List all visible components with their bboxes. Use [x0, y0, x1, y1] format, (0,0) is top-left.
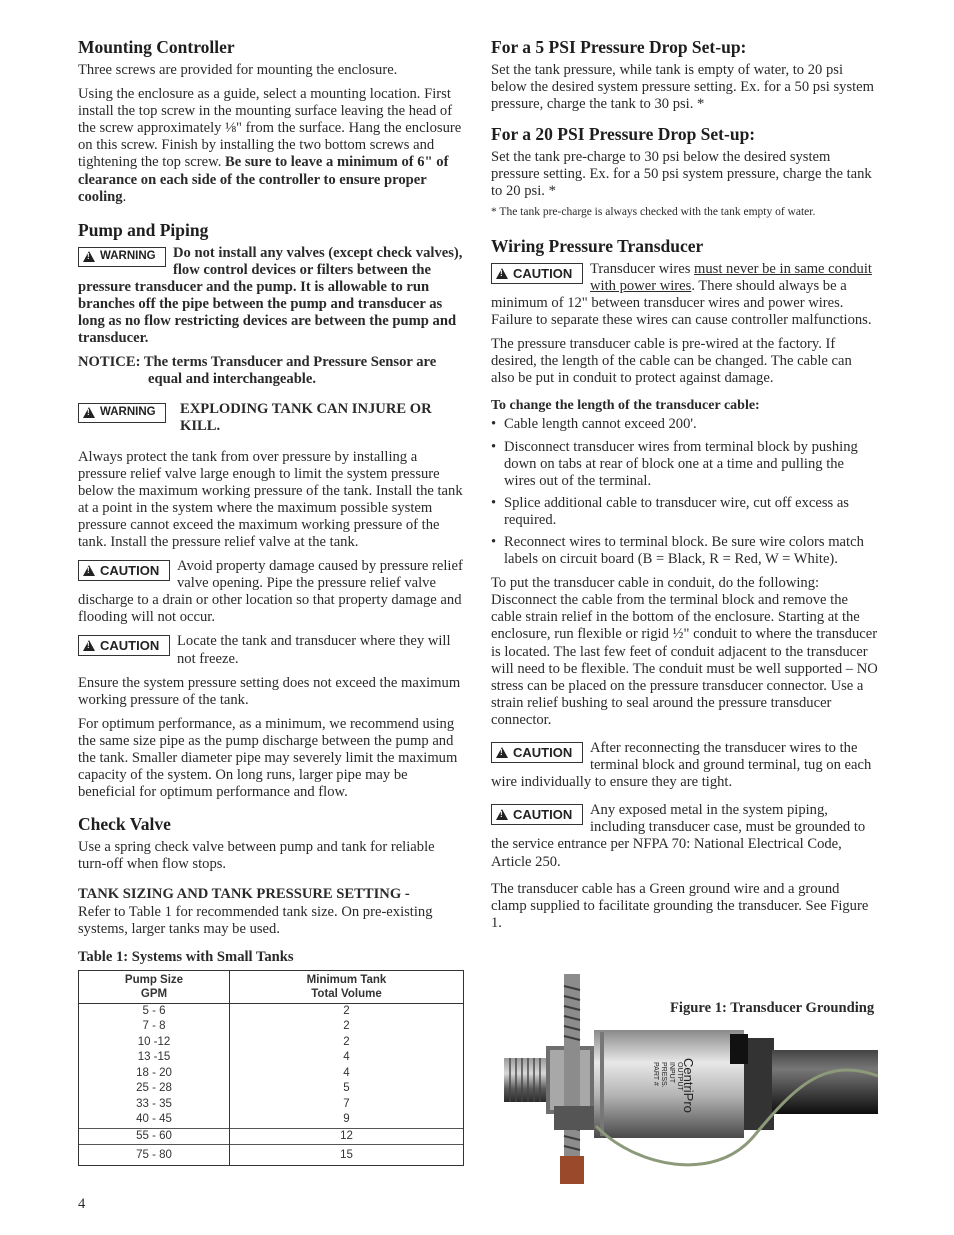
- table-row: 25 - 28 5: [79, 1081, 464, 1097]
- list-item: • Reconnect wires to terminal block. Be sure wire colors match labels on circuit board (B = Black, R = Red, W = White).: [491, 534, 878, 568]
- pump-warning: ! WARNING Do not install any valves (except check valves), flow control devices or filters between the pressure transducer and the pump. It is allowable to run branches off the pipe between the pump and transducer as long as no flow restricting devices are between the pump and transducer.: [78, 245, 464, 348]
- transducer-figure: [504, 966, 878, 1198]
- caution-freeze: ! CAUTION Locate the tank and transducer where they will not freeze.: [78, 633, 464, 667]
- caution-badge-2: ! CAUTION: [78, 635, 170, 656]
- tank-sizing-heading: TANK SIZING AND TANK PRESSURE SETTING -: [78, 886, 410, 903]
- table-row: 7 - 8 2: [79, 1019, 464, 1035]
- ground-paragraph: The transducer cable has a Green ground wire and a ground clamp supplied to facilitate grounding the transducer. See Figure 1.: [491, 880, 869, 931]
- table-caption: Table 1: Systems with Small Tanks: [78, 948, 294, 965]
- caution-triangle-icon: [496, 747, 508, 758]
- check-valve-paragraph: Use a spring check valve between pump and tank for reliable turn-off when flow stops.: [78, 839, 435, 873]
- list-item: • Disconnect transducer wires from terminal block by pushing down on tabs at rear of block one at a time and pulling the wires out of the terminal.: [491, 439, 878, 490]
- pump-piping-heading: Pump and Piping: [78, 219, 209, 240]
- prewired-paragraph: The pressure transducer cable is pre-wired at the factory. If desired, the length of the cable can be changed. The cable can also be put in conduit to protect against damage.: [491, 336, 852, 387]
- check-valve-heading: Check Valve: [78, 814, 171, 835]
- warning-badge: ! WARNING: [78, 247, 166, 267]
- svg-text:OUTPUT: OUTPUT: [676, 1062, 683, 1091]
- table-row: 13 -15 4: [79, 1050, 464, 1066]
- brand-label: CentriPro: [681, 1058, 696, 1113]
- notice: NOTICE: The terms Transducer and Pressure Sensor are equal and interchangeable.: [78, 354, 437, 388]
- caution-badge-4: ! CAUTION: [491, 742, 583, 763]
- table-row: 55 - 60 12: [79, 1128, 464, 1145]
- right-column: [491, 36, 878, 939]
- exploding-tank-warning: ! WARNING EXPLODING TANK CAN INJURE OR KILL.: [78, 401, 464, 437]
- table-row: 18 - 20 4: [79, 1066, 464, 1082]
- mounting-heading: Mounting Controller: [78, 37, 235, 57]
- mounting-p1: Three screws are provided for mounting the enclosure.: [78, 62, 398, 78]
- tank-sizing-paragraph: Refer to Table 1 for recommended tank size. On pre-existing systems, larger tanks may be used.: [78, 903, 433, 937]
- list-item: • Cable length cannot exceed 200'.: [491, 416, 878, 433]
- protect-paragraph: Always protect the tank from over pressure by installing a pressure relief valve large enough to limit the system pressure below the maximum working pressure of the tank. Install the tank at a point in the system where the maximum possible system pressure cannot exceed the maximum working pressure of the tank. Install the pressure relief valve at the tank.: [78, 448, 463, 550]
- caution-badge: ! CAUTION: [78, 560, 170, 581]
- list-item: • Splice additional cable to transducer wire, cut off excess as required.: [491, 495, 878, 529]
- table-row: 5 - 6 2: [79, 1003, 464, 1019]
- left-column: [78, 36, 464, 1166]
- psi20-heading: For a 20 PSI Pressure Drop Set-up:: [491, 124, 756, 145]
- warning-triangle-icon: [83, 407, 95, 418]
- psi5-heading: For a 5 PSI Pressure Drop Set-up:: [491, 37, 747, 57]
- footnote: * The tank pre-charge is always checked with the tank empty of water.: [491, 205, 816, 218]
- caution-relief: ! CAUTION Avoid property damage caused by pressure relief valve opening. Pipe the pressure relief valve discharge to a drain or other location so that property damage and flooding will not occur.: [78, 558, 464, 626]
- caution-triangle-icon: [83, 640, 95, 651]
- tank-table: [78, 970, 464, 1167]
- caution-tug: ! CAUTION After reconnecting the transducer wires to the terminal block and ground terminal, tug on each wire individually to ensure they are tight.: [491, 740, 878, 791]
- optimum-paragraph: For optimum performance, as a minimum, we recommend using the same size pipe as the pump discharge between the pump and the tank. Smaller diameter pipe may severely limit the maximum capacity of the system. On long runs, larger pipe may be beneficial for optimum performance and flow.: [78, 715, 458, 801]
- psi20-paragraph: Set the tank pre-charge to 30 psi below the desired system pressure setting. Ex. for a 50 psi system pressure, charge the tank to 20 psi. *: [491, 149, 872, 200]
- col-pump-size: Pump Size GPM: [79, 970, 230, 1003]
- ensure-paragraph: Ensure the system pressure setting does not exceed the maximum working pressure of the tank.: [78, 674, 461, 708]
- wiring-heading: Wiring Pressure Transducer: [491, 235, 704, 256]
- caution-triangle-icon: [83, 565, 95, 576]
- caution-triangle-icon: [496, 268, 508, 279]
- wiring-caution: ! CAUTION Transducer wires must never be in same conduit with power wires. There should always be a minimum of 12" between transducer wires and power wires. Failure to separate these wires can cause controller malfunctions.: [491, 261, 878, 329]
- svg-text:INPUT: INPUT: [668, 1062, 675, 1083]
- col-min-tank: Minimum Tank Total Volume: [230, 970, 464, 1003]
- figure-caption: Figure 1: Transducer Grounding: [670, 1000, 875, 1016]
- caution-triangle-icon: [496, 809, 508, 820]
- mounting-p2: Using the enclosure as a guide, select a mounting location. First install the top screw in the mounting surface leaving the head of the screw approximately ⅛" from the surface. Hang the enclosure on this screw. Finish by installing the two bottom screws and tightening the top screw. Be sure to leave a minimum of 6" of clearance on each side of the controller to ensure proper cooling.: [78, 86, 462, 205]
- change-length-list: [491, 416, 878, 568]
- caution-ground: ! CAUTION Any exposed metal in the system piping, including transducer case, must be grounded to the service entrance per NFPA 70: National Electrical Code, Article 250.: [491, 802, 878, 870]
- svg-text:PRESS.: PRESS.: [660, 1062, 667, 1088]
- caution-badge-5: ! CAUTION: [491, 804, 583, 825]
- page-number: 4: [78, 1196, 86, 1212]
- psi5-paragraph: Set the tank pressure, while tank is empty of water, to 20 psi below the desired system pressure setting. Ex. for a 50 psi system pressure, charge the tank to 30 psi. *: [491, 62, 875, 113]
- table-row: 10 -12 2: [79, 1035, 464, 1051]
- warning-badge-2: ! WARNING: [78, 403, 166, 423]
- caution-badge-3: ! CAUTION: [491, 263, 583, 284]
- table-row: 75 - 80 15: [79, 1145, 464, 1166]
- warning-triangle-icon: [83, 251, 95, 262]
- conduit-paragraph: To put the transducer cable in conduit, do the following: Disconnect the cable from the terminal block and remove the cable strain relief in the bottom of the enclosure. Starting at the enclosure, run flexible or rigid ½" conduit to where the transducer is located. The last few feet of conduit adjacent to the transducer will need to be flexible. The conduit must be well supported – NO stress can be placed on the pressure transducer connector. Use a strain relief bushing to seal around the pressure transducer connector.: [491, 575, 878, 728]
- svg-text:PART #: PART #: [652, 1062, 659, 1086]
- table-row: 40 - 45 9: [79, 1112, 464, 1128]
- table-row: 33 - 35 7: [79, 1097, 464, 1113]
- change-length-heading: To change the length of the transducer cable:: [491, 398, 760, 414]
